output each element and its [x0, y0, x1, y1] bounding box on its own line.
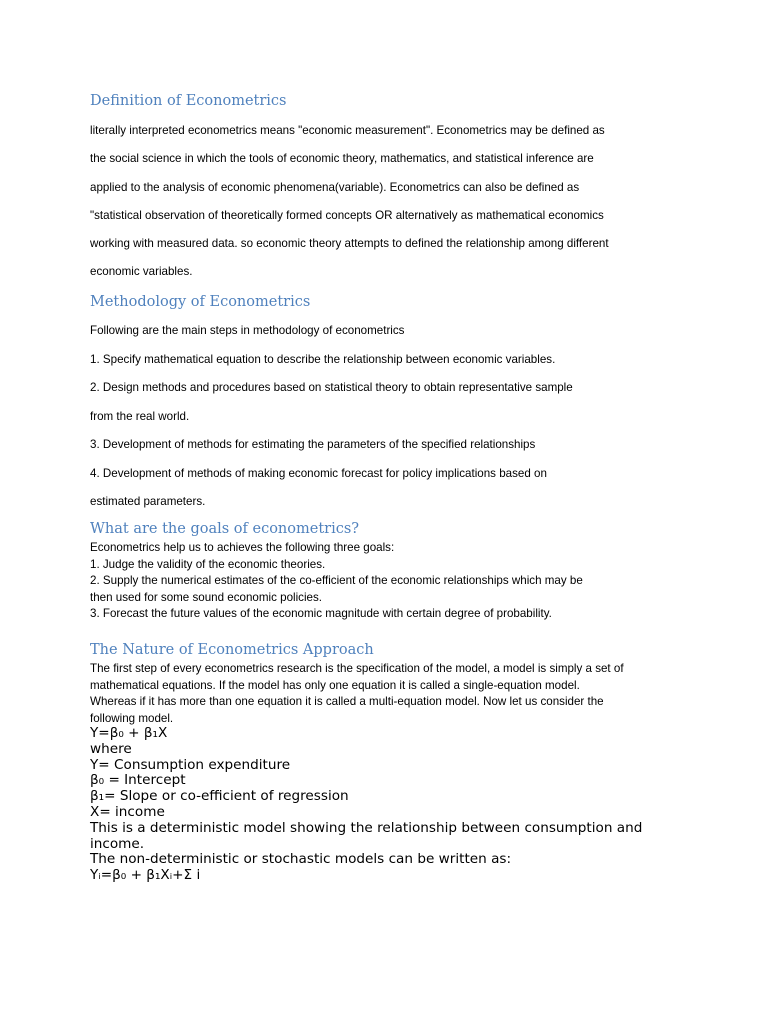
nature-paragraph — [90, 661, 660, 727]
equation-line: Yᵢ=β₀ + β₁Xᵢ+Ʃ i — [90, 867, 201, 884]
list-item: 2. Supply the numerical estimates of the co-efficient of the economic relationships which may be — [90, 574, 583, 587]
list-item: 3. Development of methods for estimating the parameters of the specified relationships — [90, 438, 536, 451]
section-heading-goals: What are the goals of econometrics? — [90, 521, 360, 537]
text-line: applied to the analysis of economic phenomena(variable). Econometrics can also be defined as — [90, 180, 580, 194]
text-line: The first step of every econometrics research is the specification of the model, a model is simply a set of — [90, 662, 624, 675]
list-item: 1. Specify mathematical equation to describe the relationship between economic variables. — [90, 352, 556, 366]
list-item: 3. Forecast the future values of the economic magnitude with certain degree of probability. — [90, 607, 552, 620]
equation-line: where — [90, 740, 132, 757]
section-heading-definition: Definition of Econometrics — [90, 93, 287, 109]
list-item: 2. Design methods and procedures based on statistical theory to obtain representative sample — [90, 381, 573, 394]
equation-line: β₀ = Intercept — [90, 772, 186, 789]
model-equations — [90, 726, 650, 884]
equation-line: This is a deterministic model showing the relationship between consumption and income. — [90, 819, 643, 852]
equation-line: The non-deterministic or stochastic models can be written as: — [90, 851, 512, 868]
text-line: literally interpreted econometrics means "economic measurement". Econometrics may be defined as — [90, 124, 605, 137]
list-item-continuation: then used for some sound economic policies. — [90, 590, 323, 604]
equation-line: β₁= Slope or co-efficient of regression — [90, 788, 349, 805]
section-heading-nature: The Nature of Econometrics Approach — [90, 642, 374, 658]
list-item-continuation: estimated parameters. — [90, 495, 206, 508]
methodology-paragraph — [90, 317, 660, 517]
list-item-continuation: from the real world. — [90, 409, 190, 423]
text-line: Whereas if it has more than one equation it is called a multi-equation model. Now let us consider the — [90, 695, 604, 708]
text-line: Econometrics help us to achieves the following three goals: — [90, 541, 395, 554]
text-line: working with measured data. so economic theory attempts to defined the relationship among different — [90, 237, 609, 251]
section-heading-methodology: Methodology of Econometrics — [90, 294, 311, 310]
equation-line: X= income — [90, 803, 165, 820]
text-line: "statistical observation of theoretically formed concepts OR alternatively as mathematical economics — [90, 208, 604, 222]
text-line: following model. — [90, 711, 174, 725]
goals-paragraph — [90, 540, 660, 623]
list-item: 4. Development of methods of making economic forecast for policy implications based on — [90, 466, 547, 480]
text-line: mathematical equations. If the model has only one equation it is called a single-equation model. — [90, 678, 580, 692]
text-line: economic variables. — [90, 265, 193, 279]
text-line: Following are the main steps in methodology of econometrics — [90, 324, 405, 337]
definition-paragraph — [90, 117, 660, 287]
equation-line: Y=β₀ + β₁X — [90, 725, 168, 741]
list-item: 1. Judge the validity of the economic theories. — [90, 557, 326, 571]
equation-line: Y= Consumption expenditure — [90, 756, 291, 773]
text-line: the social science in which the tools of economic theory, mathematics, and statistical inference are — [90, 152, 594, 166]
